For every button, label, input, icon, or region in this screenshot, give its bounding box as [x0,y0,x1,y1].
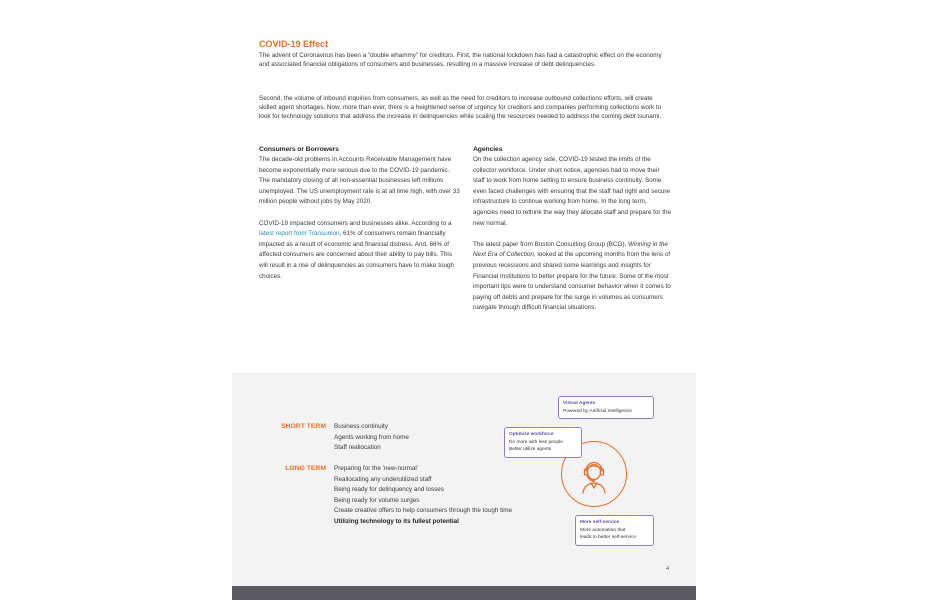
agencies-paragraph-2: The latest paper from Boston Consulting Group (BCG), Winning in the Next Era of Collection, looked at the upcoming months from the lens of previous recessions and shared some learnings and insights for Financial Institutions to better prepare for the future. Some of the most important tips were to understand consumer behavior when it comes to paying off debts and prepare for the surge in volumes as consumers navigate through difficult financial situations. [473,240,671,312]
long-term-item: Being ready for delinquency and losses [334,486,444,493]
agencies-column [473,155,673,314]
consumers-heading: Consumers or Borrowers [259,146,339,153]
long-term-item: Being ready for volume surges [334,496,420,504]
section-title: COVID-19 Effect [259,39,329,49]
footer-bar [232,586,696,600]
callout-optimize-workforce: Optimize workforce Do more with less people Better utilize agents [504,427,582,458]
short-term-item: Staff reallocation [334,444,381,451]
agencies-paragraph-1: On the collection agency side, COVID-19 tested the limits of the collector workforce. Under short notice, agencies had to move their staff to work from home setting to ensure business continuity. Some even faced challenges with ensuring that the staff had right and secure infrastructure to continue working from home. In the long term, agencies need to rethink the way they allocate staff and prepare for the new normal. [473,156,672,227]
long-term-item: Reallocating any underutilized staff [334,475,432,483]
agencies-heading: Agencies [473,146,503,153]
page-number: 4 [666,566,670,572]
consumers-paragraph-2: COVID-19 impacted consumers and businesses alike. According to a latest report from Transunion, 61% of consumers remain financially impacted as a result of economic and financial distress. And, 66% of affected consumers are concerned about their ability to pay bills. This will result in a rise of delinquencies as consumers have to make tough choices. [259,219,454,280]
short-term-label: SHORT TERM [281,423,326,430]
long-term-item: Preparing for the 'new-normal' [334,465,418,472]
intro-paragraph-1: The advent of Coronavirus has been a "double whammy" for creditors. First, the national lockdown has had a catastrophic effect on the economy and associated financial obligations of consumers and businesses, resulting in a massive increase of debt delinquencies. [259,52,662,69]
agent-headset-icon [571,451,617,497]
long-term-list [334,464,512,527]
long-term-label: LONG TERM [285,465,326,472]
callout-self-service: More self-service More automation that leads to better self-service [575,515,654,546]
short-term-list [334,422,409,454]
callout-virtual-agents: Virtual Agents Powered by Artificial Intelligence [558,396,654,419]
long-term-item: Create creative offers to help consumers through the tough time [334,507,513,514]
short-term-item: Agents working from home [334,433,409,441]
long-term-item: Utilizing technology to its fullest potential [334,517,459,525]
intro-paragraph-2: Second, the volume of inbound inquiries from consumers, as well as the need for creditors to increase outbound collections efforts, will create skilled agent shortages. Now, more than ever, there is a heightened sense of urgency for creditors and companies performing collections work to look for technology solutions that address the increase in delinquencies while scaling the resources needed to address the coming debt tsunami. [259,95,662,121]
consumers-column [259,155,461,282]
short-term-item: Business continuity [334,423,388,430]
transunion-report-link[interactable]: latest report from Transunion [259,230,340,238]
consumers-paragraph-1: The decade-old problems in Accounts Receivable Management have become exponentially more serious due to the COVID-19 pandemic. The mandatory closing of all non-essential businesses left millions unemployed. The US unemployment rate is at all time high, with over 33 million people without jobs by May 2020. [259,156,460,206]
